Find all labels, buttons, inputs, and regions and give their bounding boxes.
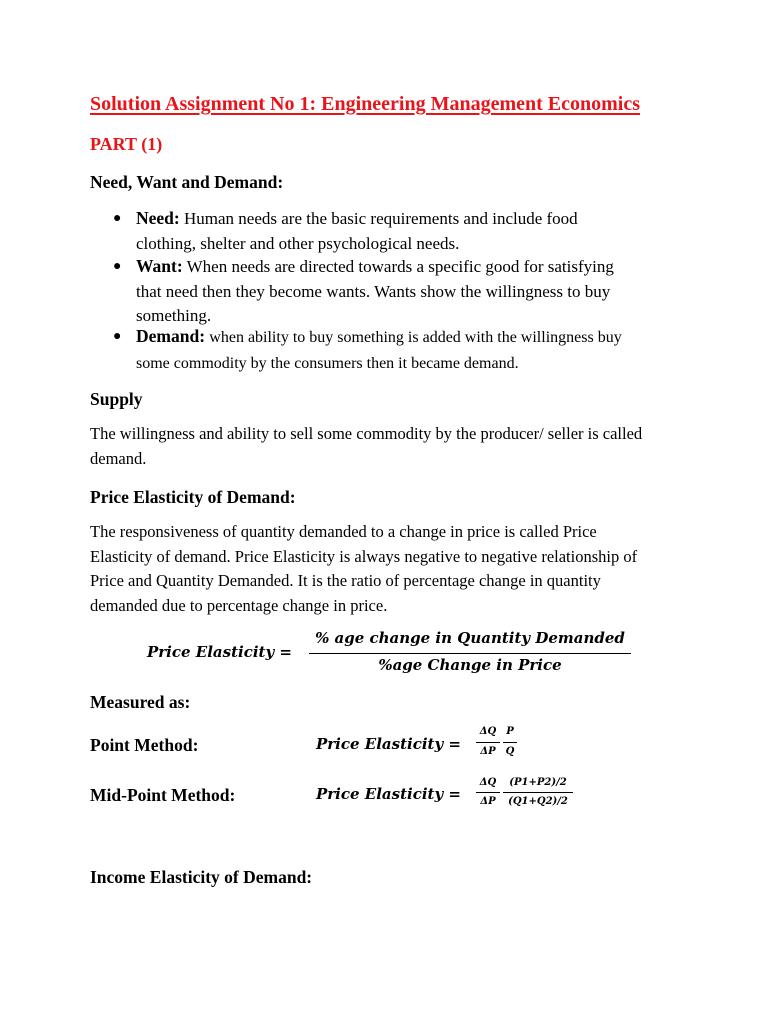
point-f1-num: ΔQ bbox=[479, 726, 497, 737]
fraction-bar bbox=[503, 742, 517, 743]
midpoint-method-lhs: Price Elasticity = bbox=[316, 785, 461, 803]
fraction-bar bbox=[503, 792, 573, 793]
point-f1-den: ΔP bbox=[480, 746, 496, 757]
formula-lhs: Price Elasticity = bbox=[147, 643, 292, 661]
demand-line-2: some commodity by the consumers then it became demand. bbox=[136, 354, 519, 372]
document-title: Solution Assignment No 1: Engineering Management Economics bbox=[90, 93, 641, 115]
midpoint-f1-den: ΔP bbox=[480, 796, 496, 807]
point-f2-num: P bbox=[506, 726, 514, 737]
income-elasticity-heading: Income Elasticity of Demand: bbox=[90, 867, 313, 887]
bullet-icon: ● bbox=[113, 259, 122, 274]
midpoint-method-label: Mid-Point Method: bbox=[90, 785, 236, 805]
bullet-icon: ● bbox=[113, 329, 122, 344]
point-method-lhs: Price Elasticity = bbox=[316, 735, 461, 753]
bullet-icon: ● bbox=[113, 211, 122, 226]
need-line-1: Human needs are the basic requirements and include food bbox=[183, 209, 578, 228]
ped-line-4: demanded due to percentage change in price. bbox=[90, 595, 388, 615]
need-want-demand-heading: Need, Want and Demand: bbox=[90, 172, 284, 192]
ped-line-3: Price and Quantity Demanded. It is the ratio of percentage change in quantity bbox=[90, 571, 601, 590]
list-item-need bbox=[136, 206, 578, 256]
want-line-2: that need then they become wants. Wants show the willingness to buy bbox=[136, 281, 611, 301]
fraction-bar bbox=[309, 653, 631, 654]
point-f2-den: Q bbox=[505, 746, 515, 757]
supply-line-1: The willingness and ability to sell some commodity by the producer/ seller is called bbox=[90, 424, 643, 443]
ped-line-2: Elasticity of demand. Price Elasticity is always negative to negative relationship of bbox=[90, 546, 638, 566]
supply-heading: Supply bbox=[90, 389, 143, 409]
supply-line-2: demand. bbox=[90, 448, 147, 468]
fraction-bar bbox=[476, 742, 500, 743]
formula-denominator: %age Change in Price bbox=[378, 656, 562, 674]
fraction-bar bbox=[476, 792, 500, 793]
part-heading: PART (1) bbox=[90, 134, 163, 154]
demand-line-1: when ability to buy something is added with the willingness buy bbox=[209, 329, 622, 346]
term-want: Want: bbox=[136, 256, 183, 276]
ped-line-1: The responsiveness of quantity demanded to a change in price is called Price bbox=[90, 522, 597, 541]
term-demand: Demand: bbox=[136, 326, 206, 346]
list-item-demand bbox=[136, 324, 622, 376]
price-elasticity-heading: Price Elasticity of Demand: bbox=[90, 487, 296, 507]
measured-as-label: Measured as: bbox=[90, 692, 191, 712]
supply-paragraph bbox=[90, 422, 642, 471]
midpoint-f2-num: (P1+P2)/2 bbox=[509, 777, 567, 788]
midpoint-f1-num: ΔQ bbox=[479, 777, 497, 788]
price-elasticity-paragraph bbox=[90, 520, 637, 618]
list-item-want bbox=[136, 254, 614, 329]
want-line-3: something. bbox=[136, 306, 212, 325]
want-line-1: When needs are directed towards a specific good for satisfying bbox=[186, 257, 614, 276]
formula-numerator: % age change in Quantity Demanded bbox=[315, 629, 625, 647]
term-need: Need: bbox=[136, 208, 180, 228]
point-method-label: Point Method: bbox=[90, 735, 199, 755]
need-line-2: clothing, shelter and other psychological needs. bbox=[136, 233, 460, 253]
midpoint-f2-den: (Q1+Q2)/2 bbox=[508, 796, 568, 807]
